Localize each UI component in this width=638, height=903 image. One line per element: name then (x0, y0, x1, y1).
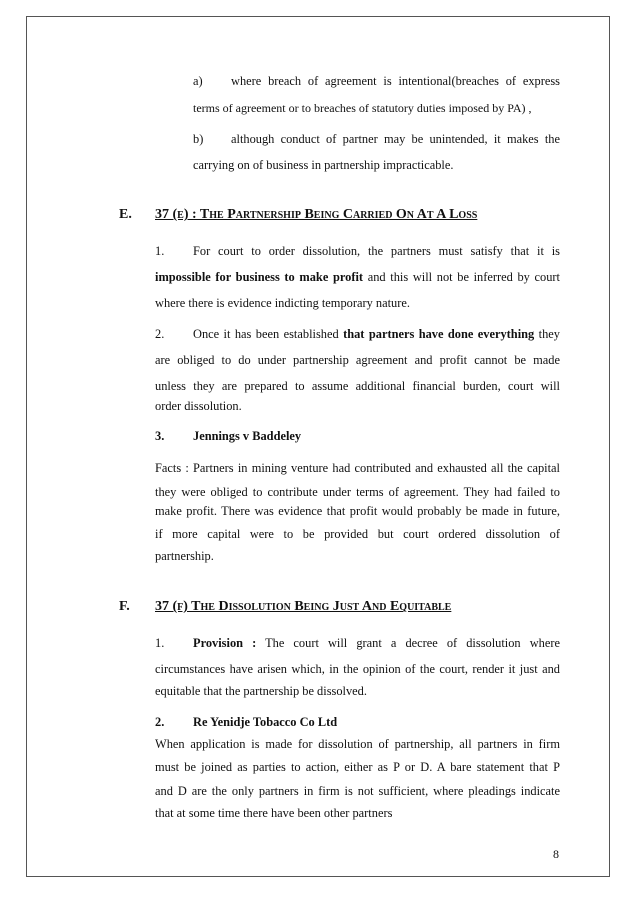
e-facts-line3: make profit. There was evidence that profit would probably be made in future, (155, 504, 560, 518)
section-f-title: 37 (f) The Dissolution Being Just And Equitable (155, 599, 452, 614)
f-p2-line3: and D are the only partners in firm is not sufficient, where pleadings indicate (155, 784, 560, 798)
f-p2-line2: must be joined as parties to action, either as P or D. A bare statement that P (155, 760, 560, 774)
e-p2-line3: unless they are prepared to assume additional financial burden, court will (155, 379, 560, 393)
item-a-line1: where breach of agreement is intentional(breaches of express (231, 74, 560, 88)
e-facts-line1: Facts : Partners in mining venture had contributed and exhausted all the capital (155, 461, 560, 475)
e-p2-line1-pre: Once it has been established (193, 327, 344, 341)
f-p2-line1: When application is made for dissolution of partnership, all partners in firm (155, 737, 560, 751)
f-p1-number: 1. (155, 636, 165, 650)
e-p1-line2 (155, 270, 560, 285)
e-p3-number: 3. (155, 429, 165, 443)
item-b-line1: although conduct of partner may be unintended, it makes the (231, 132, 560, 146)
section-e-title: 37 (e) : The Partnership Being Carried On At A Loss (155, 207, 478, 222)
f-p1-line3: equitable that the partnership be dissolved. (155, 684, 367, 698)
e-p1-line1: For court to order dissolution, the partners must satisfy that it is (193, 244, 560, 258)
e-facts-line4: if more capital were to be provided but court ordered dissolution of (155, 527, 560, 541)
f-p1-line2: circumstances have arisen which, in the opinion of the court, render it just and (155, 662, 560, 676)
section-f-letter: F. (119, 599, 130, 614)
e-facts-line2: they were obliged to contribute under terms of agreement. They had failed to (155, 485, 560, 499)
e-p1-line2-rest: and this will not be inferred by court (363, 270, 560, 284)
f-p1-line1 (193, 636, 560, 651)
e-p2-line4: order dissolution. (155, 399, 242, 413)
f-p1-line1-rest: The court will grant a decree of dissolution where (256, 636, 560, 650)
f-p2-case-title: Re Yenidje Tobacco Co Ltd (193, 715, 338, 729)
f-p2-number: 2. (155, 715, 165, 729)
e-p2-line1-post: they (534, 327, 560, 341)
page-number: 8 (553, 847, 559, 861)
item-b-line2: carrying on of business in partnership impracticable. (193, 158, 454, 172)
f-p1-bold: Provision : (193, 636, 257, 650)
e-p3-case-title: Jennings v Baddeley (193, 429, 302, 443)
f-p2-line4: that at some time there have been other partners (155, 806, 393, 820)
e-facts-line5: partnership. (155, 549, 214, 563)
e-p1-number: 1. (155, 244, 165, 258)
item-a-line2: terms of agreement or to breaches of statutory duties imposed by PA) , (193, 101, 532, 115)
e-p1-bold: impossible for business to make profit (155, 270, 364, 284)
item-a-label: a) (193, 74, 203, 88)
e-p2-number: 2. (155, 327, 165, 341)
e-p2-line1 (193, 327, 560, 342)
section-e-letter: E. (119, 207, 132, 222)
e-p2-bold: that partners have done everything (343, 327, 535, 341)
e-p1-line3: where there is evidence indicting temporary nature. (155, 296, 410, 310)
e-p2-line2: are obliged to do under partnership agreement and profit cannot be made (155, 353, 560, 367)
item-b-label: b) (193, 132, 204, 146)
